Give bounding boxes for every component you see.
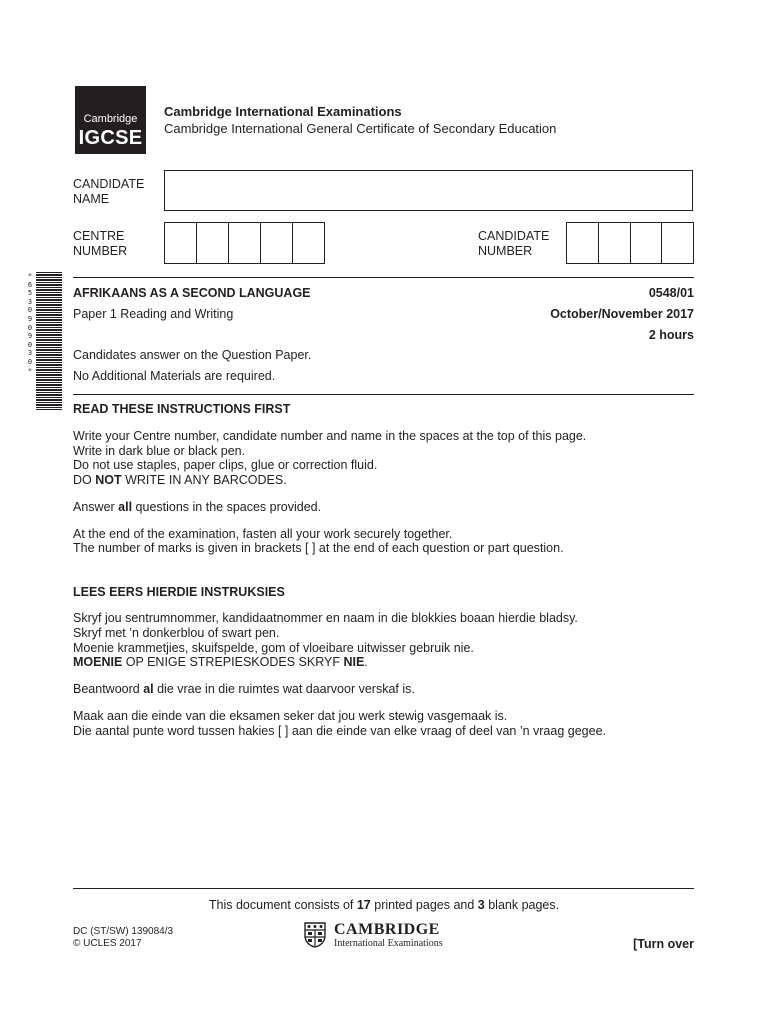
instruction-line: Skryf jou sentrumnommer, kandidaatnommer en naam in die blokkies boaan hierdie bladsy. [73,611,578,625]
instruction-line: Write your Centre number, candidate number and name in the spaces at the top of this page. [73,429,587,443]
instruction-line [73,682,415,697]
copyright: © UCLES 2017 [73,938,142,949]
candidate-number-box[interactable] [599,223,631,263]
document-reference: DC (ST/SW) 139084/3 [73,926,174,937]
printed-pages-count: 17 [356,898,371,912]
divider [73,277,694,278]
turn-over-note: [Turn over [633,937,694,951]
exam-duration: 2 hours [648,328,694,342]
text-run: printed pages and [370,898,478,912]
candidate-name-label [73,177,144,207]
cambridge-wordmark-subtitle: International Examinations [334,938,443,949]
paper-code: 0548/01 [648,286,694,300]
candidate-number-field[interactable] [566,222,694,264]
candidate-number-label [478,229,549,259]
text-run: . [364,655,368,669]
emphasis-text: NIE [343,655,365,669]
instruction-line: Do not use staples, paper clips, glue or correction fluid. [73,458,378,472]
instruction-line: Skryf met ’n donkerblou of swart pen. [73,626,280,640]
divider [73,394,694,395]
instruction-line [73,655,368,670]
candidate-name-field[interactable] [164,170,693,211]
cambridge-crest-icon [304,922,326,948]
instruction-line [73,473,287,488]
instruction-line: At the end of the examination, fasten all your work securely together. [73,527,453,541]
text-run: questions in the spaces provided. [132,500,322,514]
text-run: This document consists of [208,898,357,912]
paper-name: Paper 1 Reading and Writing [73,307,234,321]
text-run: WRITE IN ANY BARCODES. [121,473,287,487]
candidate-number-label-line1: CANDIDATE [478,229,550,243]
header-title: Cambridge International Examinations [164,104,402,119]
centre-number-box[interactable] [229,223,261,263]
text-run: Answer [73,500,119,514]
instruction-line: Moenie krammetjies, skuifspelde, gom of vloeibare uitwisser gebruik nie. [73,641,474,655]
centre-number-label [73,229,127,259]
text-run: Beantwoord [73,682,144,696]
emphasis-text: all [118,500,133,514]
blank-pages-count: 3 [477,898,485,912]
header-subtitle: Cambridge International General Certificate of Secondary Education [164,121,557,136]
instruction-line: The number of marks is given in brackets [ ] at the end of each question or part question. [73,541,564,555]
centre-number-box[interactable] [197,223,229,263]
instruction-line: Die aantal punte word tussen hakies [ ] aan die einde van elke vraag of deel van ’n vraag gegee. [73,724,606,738]
cambridge-wordmark: CAMBRIDGE [334,921,440,938]
subject-title: AFRIKAANS AS A SECOND LANGUAGE [73,286,311,300]
cambridge-igcse-logo [75,86,146,154]
centre-number-box[interactable] [293,223,324,263]
footer-divider [73,888,694,889]
instruction-line [73,500,321,515]
centre-number-box[interactable] [261,223,293,263]
emphasis-text: NOT [95,473,122,487]
candidate-number-box[interactable] [631,223,663,263]
answer-note: Candidates answer on the Question Paper. [73,348,312,362]
english-instructions-heading: READ THESE INSTRUCTIONS FIRST [73,402,291,416]
page-count-note [0,898,768,913]
instruction-line: Write in dark blue or black pen. [73,444,246,458]
candidate-number-box[interactable] [662,223,693,263]
barcode-digits: *6530909030* [27,272,33,375]
text-run: OP ENIGE STREPIESKODES SKRYF [122,655,344,669]
text-run: DO [73,473,96,487]
candidate-name-label-line1: CANDIDATE [73,177,145,191]
centre-number-label-line2: NUMBER [73,244,128,258]
centre-number-box[interactable] [165,223,197,263]
materials-note: No Additional Materials are required. [73,369,276,383]
exam-session: October/November 2017 [550,307,694,321]
text-run: blank pages. [484,898,560,912]
afrikaans-instructions-heading: LEES EERS HIERDIE INSTRUKSIES [73,585,285,599]
text-run: die vrae in die ruimtes wat daarvoor verskaf is. [153,682,415,696]
logo-small-text: Cambridge [83,113,138,125]
candidate-number-box[interactable] [567,223,599,263]
emphasis-text: MOENIE [73,655,123,669]
emphasis-text: al [143,682,154,696]
candidate-name-label-line2: NAME [73,192,110,206]
centre-number-field[interactable] [164,222,325,264]
instruction-line: Maak aan die einde van die eksamen seker dat jou werk stewig vasgemaak is. [73,709,508,723]
centre-number-label-line1: CENTRE [73,229,125,243]
logo-big-text: IGCSE [78,127,143,149]
candidate-number-label-line2: NUMBER [478,244,533,258]
